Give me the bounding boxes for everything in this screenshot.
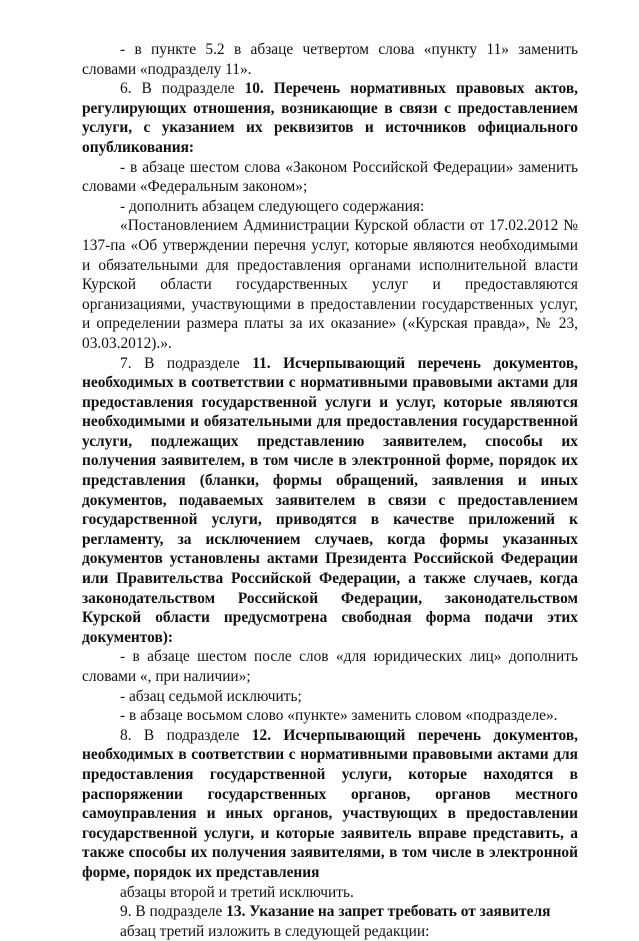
paragraph-abzac-3-new xyxy=(82,922,578,941)
paragraph-text: - абзац седьмой исключить; xyxy=(120,687,302,705)
paragraph-section-11 xyxy=(82,354,578,648)
paragraph-item-5-2 xyxy=(82,40,578,79)
paragraph-text: - дополнить абзацем следующего содержания: xyxy=(120,197,425,215)
paragraph-text: абзац третий изложить в следующей редакции: xyxy=(120,922,430,940)
paragraph-text: «Постановлением Администрации Курской области от 17.02.2012 № 137-па «Об утверждении перечня услуг, которые являются необходимыми и обязательными для предоставления органами исполнительной власти Курской области государственных услуг и предоставляются организациями, участвующими в предоставлении государственных услуг, и определении размера платы за их оказание» («Курская правда», № 23, 03.03.2012).». xyxy=(82,217,578,352)
section-12-heading: 12. Исчерпывающий перечень документов, необходимых в соответствии с нормативными правовыми актами для предоставления государственной услуги, которые находятся в распоряжении государственных органов, органов местного самоуправления и иных органов, участвующих в предоставлении государственной услуги, и которые заявитель вправе представить, а также способы их получения заявителями, в том числе в электронной форме, порядок их представления xyxy=(82,726,578,881)
paragraph-abzac-7-remove xyxy=(82,687,578,707)
paragraph-add-abzac xyxy=(82,197,578,217)
paragraph-abzac-2-3-remove xyxy=(82,883,578,903)
paragraph-text: - в абзаце шестом слова «Законом Российской Федерации» заменить словами «Федеральным законом»; xyxy=(82,158,578,196)
paragraph-prefix: 7. В подразделе xyxy=(120,354,253,372)
paragraph-text: - в абзаце восьмом слово «пункте» заменить словом «подразделе». xyxy=(120,707,558,725)
paragraph-abzac-6-add xyxy=(82,647,578,686)
paragraph-text: - в пункте 5.2 в абзаце четвертом слова «пункту 11» заменить словами «подразделу 11». xyxy=(82,41,578,78)
document-body xyxy=(82,40,578,941)
paragraph-text: абзацы второй и третий исключить. xyxy=(120,883,354,901)
paragraph-prefix: 9. В подразделе xyxy=(120,903,227,921)
paragraph-abzac-6-replace xyxy=(82,158,578,197)
section-11-heading: 11. Исчерпывающий перечень документов, необходимых в соответствии с нормативными правовыми актами для предоставления государственной услуги и услуг, которые являются необходимыми и обязательными для предоставления государственной услуги, подлежащих представлению заявителем, способы их получения заявителем, в том числе в электронной форме, порядок их представления (бланки, формы обращений, заявления и иных документов, подаваемых заявителем в связи с предоставлением государственной услуги, приводятся в качестве приложений к регламенту, за исключением случаев, когда формы указанных документов установлены актами Президента Российской Федерации или Правительства Российской Федерации, а также случаев, когда законодательством Российской Федерации, законодательством Курской области предусмотрена свободная форма подачи этих документов): xyxy=(82,354,578,646)
paragraph-abzac-8-replace xyxy=(82,706,578,726)
section-10-heading: 10. Перечень нормативных правовых актов, регулирующих отношения, возникающие в связи с предоставлением услуги, с указанием их реквизитов и источников официального опубликования: xyxy=(82,80,578,156)
paragraph-section-12 xyxy=(82,726,578,883)
paragraph-section-13 xyxy=(82,902,578,922)
paragraph-quote-postanovlenie xyxy=(82,216,578,353)
section-13-heading: 13. Указание на запрет требовать от заявителя xyxy=(226,903,551,921)
paragraph-section-10 xyxy=(82,79,578,157)
paragraph-prefix: 6. В подразделе xyxy=(120,80,245,98)
paragraph-prefix: 8. В подразделе xyxy=(120,726,252,744)
paragraph-text: - в абзаце шестом после слов «для юридических лиц» дополнить словами «, при наличии»; xyxy=(82,648,578,685)
